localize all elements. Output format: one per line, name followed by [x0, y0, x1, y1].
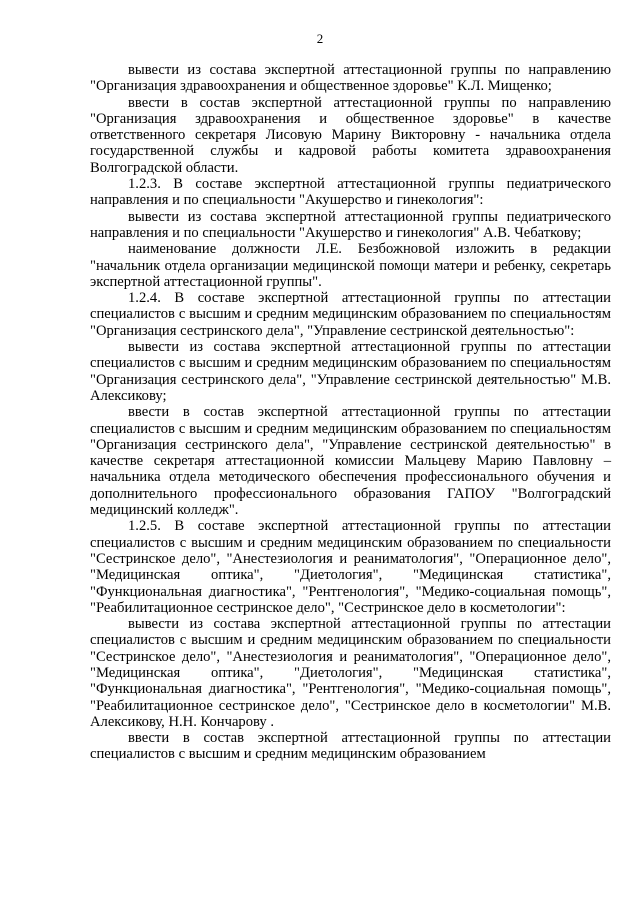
- paragraph-remove-chebatkova: вывести из состава экспертной аттестационной группы педиатрического направления и по специальности "Акушерство и гинекология" А.В. Чебаткову;: [90, 208, 611, 241]
- paragraph-add-nursing-group: ввести в состав экспертной аттестационной группы по аттестации специалистов с высшим и средним медицинским образованием: [90, 730, 611, 763]
- paragraph-section-1-2-3: 1.2.3. В составе экспертной аттестационной группы педиатрического направления и по специальности "Акушерство и гинекология":: [90, 176, 611, 209]
- paragraph-rename-bezbozhnova: наименование должности Л.Е. Безбожновой изложить в редакции "начальник отдела организации медицинской помощи матери и ребенку, секретарь экспертной аттестационной группы".: [90, 241, 611, 290]
- document-body: [90, 62, 611, 763]
- page-number: 2: [316, 31, 324, 46]
- paragraph-remove-mishchenko: вывести из состава экспертной аттестационной группы по направлению "Организация здравоохранения и общественное здоровье" К.Л. Мищенко;: [90, 62, 611, 95]
- paragraph-remove-aleksikova-koncharova: вывести из состава экспертной аттестационной группы по аттестации специалистов с высшим и средним медицинским образованием по специальности "Сестринское дело", "Анестезиология и реаниматология", "Операционное дело", "Медицинская оптика", "Диетология", "Медицинская статистика", "Функциональная диагностика", "Рентгенология", "Медико-социальная помощь", "Реабилитационное сестринское дело", "Сестринское дело в косметологии" М.В. Алексикову, Н.Н. Кончарову .: [90, 616, 611, 730]
- paragraph-section-1-2-4: 1.2.4. В составе экспертной аттестационной группы по аттестации специалистов с высшим и средним медицинским образованием по специальностям "Организация сестринского дела", "Управление сестринской деятельностью":: [90, 290, 611, 339]
- paragraph-remove-aleksikova: вывести из состава экспертной аттестационной группы по аттестации специалистов с высшим и средним медицинским образованием по специальностям "Организация сестринского дела", "Управление сестринской деятельностью" М.В. Алексикову;: [90, 339, 611, 404]
- paragraph-add-lisovaya: ввести в состав экспертной аттестационной группы по направлению "Организация здравоохранения и общественное здоровье" в качестве ответственного секретаря Лисовую Марину Викторовну - начальника отдела государственной службы и кадровой работы комитета здравоохранения Волгоградской области.: [90, 94, 611, 176]
- paragraph-section-1-2-5: 1.2.5. В составе экспертной аттестационной группы по аттестации специалистов с высшим и средним медицинским образованием по специальности "Сестринское дело", "Анестезиология и реаниматология", "Операционное дело", "Медицинская оптика", "Диетология", "Медицинская статистика", "Функциональная диагностика", "Рентгенология", "Медико-социальная помощь", "Реабилитационное сестринское дело", "Сестринское дело в косметологии":: [90, 518, 611, 616]
- paragraph-add-maltseva: ввести в состав экспертной аттестационной группы по аттестации специалистов с высшим и средним медицинским образованием по специальностям "Организация сестринского дела", "Управление сестринской деятельностью" в качестве секретаря аттестационной комиссии Мальцеву Марию Павловну – начальника отдела методического обеспечения профессионального обучения и дополнительного профессионального образования ГАПОУ "Волгоградский медицинский колледж".: [90, 404, 611, 519]
